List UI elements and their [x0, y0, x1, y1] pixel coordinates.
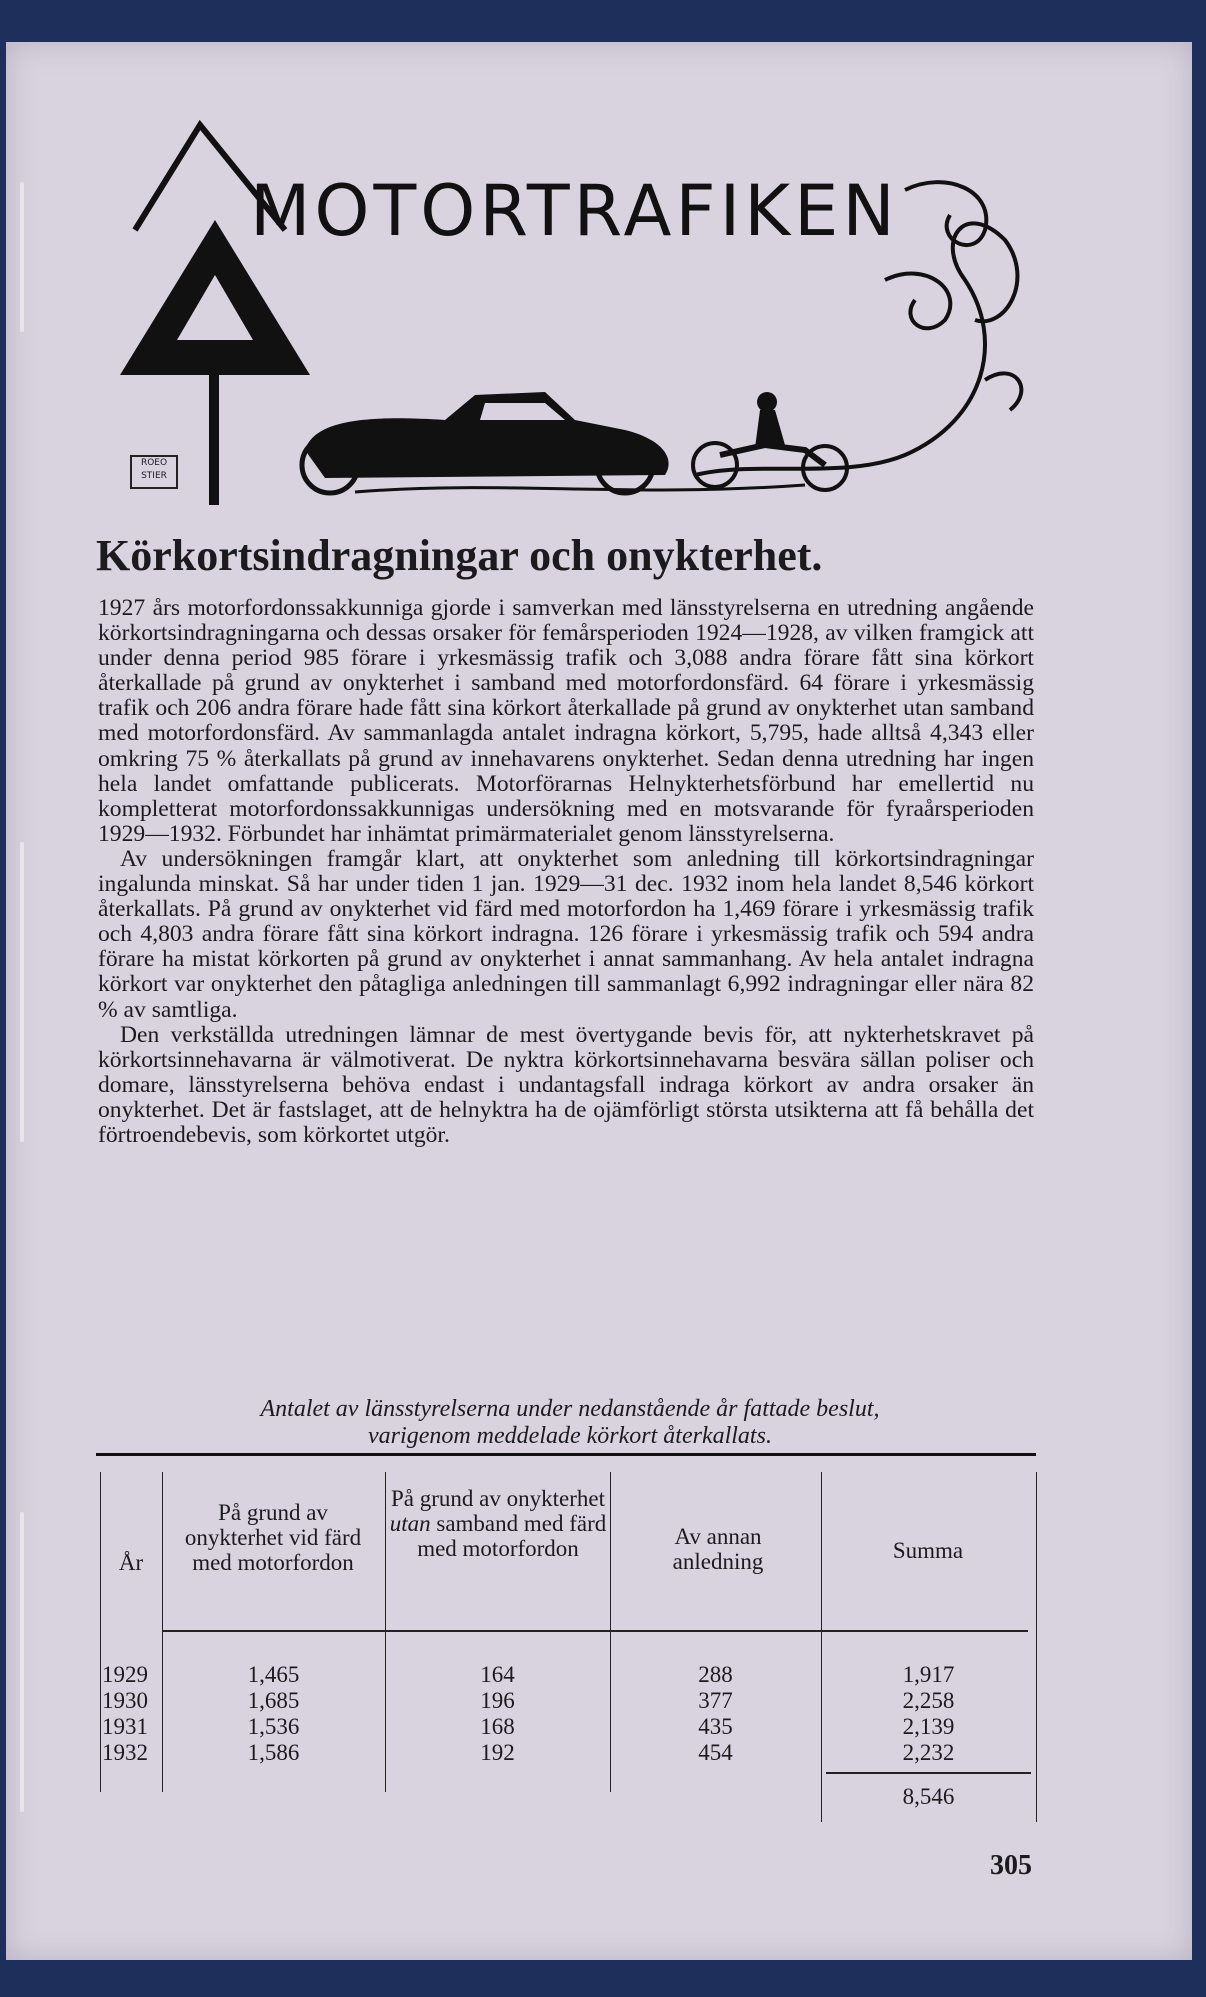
- exhaust-swirl: [695, 223, 1017, 475]
- binding-thread: [20, 1512, 24, 1812]
- column-header-sum: Summa: [892, 1538, 964, 1563]
- motorcycle-icon: [693, 392, 847, 490]
- article-title: Körkortsindragningar och onykterhet.: [96, 531, 823, 580]
- table-caption: Antalet av länsstyrelserna under nedanstående år fattade beslut, varigenom meddelade körkort återkallats.: [260, 1396, 880, 1449]
- column-header-driving: På grund av onykterhet vid färd med motorfordon: [184, 1500, 362, 1575]
- paragraph: Av undersökningen framgår klart, att onykterhet som anledning till körkortsindragningar ingalunda minskat. Så har under tiden 1 jan. 1929—31 dec. 1932 inom hela landet 8,546 körkort återkallats. På grund av onykterhet vid färd med motorfordon ha 1,469 förare i yrkesmässig trafik och 4,803 andra förare fått sina körkort indragna. 126 förare i yrkesmässig trafik och 594 andra förare ha mistat körkorten på grund av onykterhet i annat sammanhang. Av hela antalet indragna körkort var onykterhet den påtagliga anledningen till sammanlagt 6,992 indragningar eller nära 82 % av samtliga.: [98, 845, 1034, 1023]
- article-body: [98, 596, 1034, 1148]
- table-top-rule: [96, 1453, 1036, 1456]
- column-header-other: Av annan anledning: [672, 1524, 764, 1574]
- paragraph: 1927 års motorfordonssakkunniga gjorde i samverkan med länsstyrelserna en utredning angående körkortsindragningarna och dessas orsaker för femårsperioden 1924—1928, av vilken framgick att under denna period 985 förare i yrkesmässig trafik och 3,088 andra förare fått sina körkort återkallade på grund av onykterhet i samband med motorfordonsfärd. 64 förare i yrkesmässig trafik och 206 andra förare hade fått sina körkort återkallade på grund av onykterhet utan samband med motorfordonsfärd. Av sammanlagda antalet indragna körkort, 5,795, hade alltså 4,343 eller omkring 75 % återkallats på grund av innehavarens onykterhet. Sedan denna utredning har ingen hela landet omfattande publicerats. Motorförarnas Helnykterhetsförbund har emellertid nu kompletterat motorfordonssakkunnigas undersökning med en motsvarande för fyraårsperioden 1929—1932. Förbundet har inhämtat primärmaterialet genom länsstyrelserna.: [98, 595, 1034, 847]
- page-number: 305: [990, 1850, 1032, 1881]
- binding-thread: [20, 842, 24, 1142]
- sign-post: [209, 375, 219, 505]
- column-header-year: År: [118, 1550, 144, 1575]
- banner-title: MOTORTRAFIKEN: [250, 170, 899, 252]
- column-header-not-driving: På grund av onykterhet utan samband med färd med motorfordon: [389, 1486, 607, 1561]
- binding-thread: [20, 182, 24, 332]
- paragraph: Den verkställda utredningen lämnar de mest övertygande bevis för, att nykterhetskravet på körkortsinnehavarna är välmotiverat. De nyktra körkortsinnehavarna besvära sällan poliser och domare, länsstyrelserna behöva endast i undantagsfall indraga körkort av andra orsaker än onykterhet. Det är fastslaget, att de helnyktra ha de ojämförligt största utsikterna att få behålla det förtroendebevis, som körkortet utgör.: [98, 1021, 1034, 1148]
- publisher-logo: ROEO STIER: [130, 455, 178, 489]
- revocation-table: År På grund av onykterhet vid färd med motorfordon På grund av onykterhet utan samband med färd med motorfordon Av annan anledning Summa 1929 1,465 164 288 1,917 1930 1,685 196 377 2,258 1931 1,536 168 435 2,139 1932 1,586 192 454 2,232 8,546: [98, 1462, 1038, 1812]
- table-total: 8,546: [902, 1784, 955, 1809]
- car-icon: [302, 392, 669, 493]
